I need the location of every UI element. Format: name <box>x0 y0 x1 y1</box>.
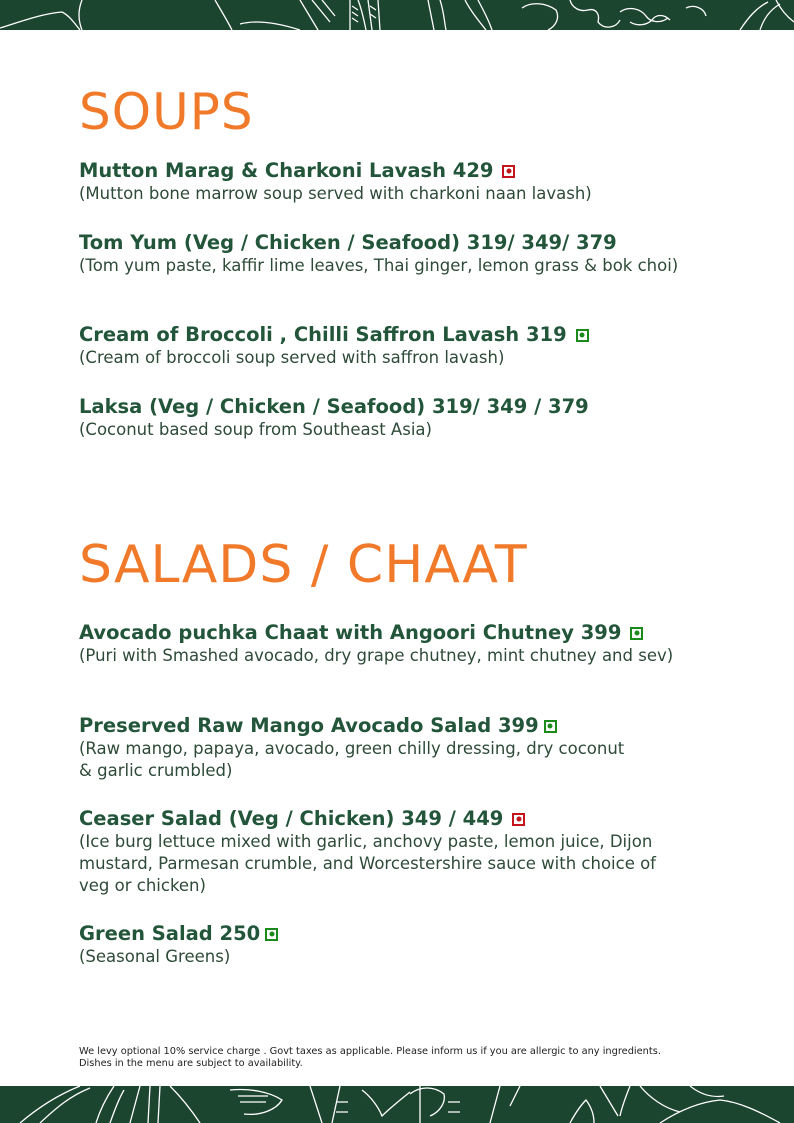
menu-item <box>79 621 679 667</box>
veg-icon <box>576 329 589 342</box>
footer-disclaimer: We levy optional 10% service charge . Govt taxes as applicable. Please inform us if you are allergic to any ingredients. Dishes in the menu are subject to availability. <box>79 1046 661 1069</box>
menu-item <box>79 714 639 782</box>
menu-item-description: (Seasonal Greens) <box>79 947 231 966</box>
menu-item <box>79 395 719 441</box>
menu-item <box>79 159 719 205</box>
veg-icon <box>630 627 643 640</box>
menu-item-name: Cream of Broccoli , Chilli Saffron Lavash 319 <box>79 323 719 347</box>
non-veg-icon <box>502 165 515 178</box>
botanical-pattern-icon <box>0 1086 794 1123</box>
menu-item-name: Ceaser Salad (Veg / Chicken) 349 / 449 <box>79 807 689 831</box>
menu-item-description: (Tom yum paste, kaffir lime leaves, Thai ginger, lemon grass & bok choi) <box>79 256 679 275</box>
menu-item-name: Avocado puchka Chaat with Angoori Chutney 399 <box>79 621 679 645</box>
menu-item-description: (Puri with Smashed avocado, dry grape chutney, mint chutney and sev) <box>79 646 674 665</box>
top-decorative-band <box>0 0 794 30</box>
menu-item-description: (Ice burg lettuce mixed with garlic, anchovy paste, lemon juice, Dijon mustard, Parmesan crumble, and Worcestershire sauce with choice of veg or chicken) <box>79 832 656 895</box>
menu-item <box>79 807 689 897</box>
menu-item-description: (Raw mango, papaya, avocado, green chilly dressing, dry coconut & garlic crumbled) <box>79 739 625 780</box>
section-title-salads-chaat: SALADS / CHAAT <box>79 535 528 595</box>
menu-item-name: Tom Yum (Veg / Chicken / Seafood) 319/ 349/ 379 <box>79 231 617 254</box>
menu-item <box>79 922 719 968</box>
menu-item <box>79 323 719 369</box>
menu-item-description: (Cream of broccoli soup served with saffron lavash) <box>79 348 505 367</box>
menu-item-name: Green Salad 250 <box>79 922 719 946</box>
menu-item-name: Laksa (Veg / Chicken / Seafood) 319/ 349 / 379 <box>79 395 589 418</box>
menu-item <box>79 231 679 277</box>
veg-icon <box>265 928 278 941</box>
section-title-soups: SOUPS <box>79 83 254 141</box>
bottom-decorative-band <box>0 1086 794 1123</box>
non-veg-icon <box>512 813 525 826</box>
menu-item-description: (Coconut based soup from Southeast Asia) <box>79 420 432 439</box>
menu-item-description: (Mutton bone marrow soup served with charkoni naan lavash) <box>79 184 592 203</box>
veg-icon <box>544 720 557 733</box>
menu-item-name: Mutton Marag & Charkoni Lavash 429 <box>79 159 719 183</box>
botanical-pattern-icon <box>0 0 794 30</box>
menu-item-name: Preserved Raw Mango Avocado Salad 399 <box>79 714 639 738</box>
